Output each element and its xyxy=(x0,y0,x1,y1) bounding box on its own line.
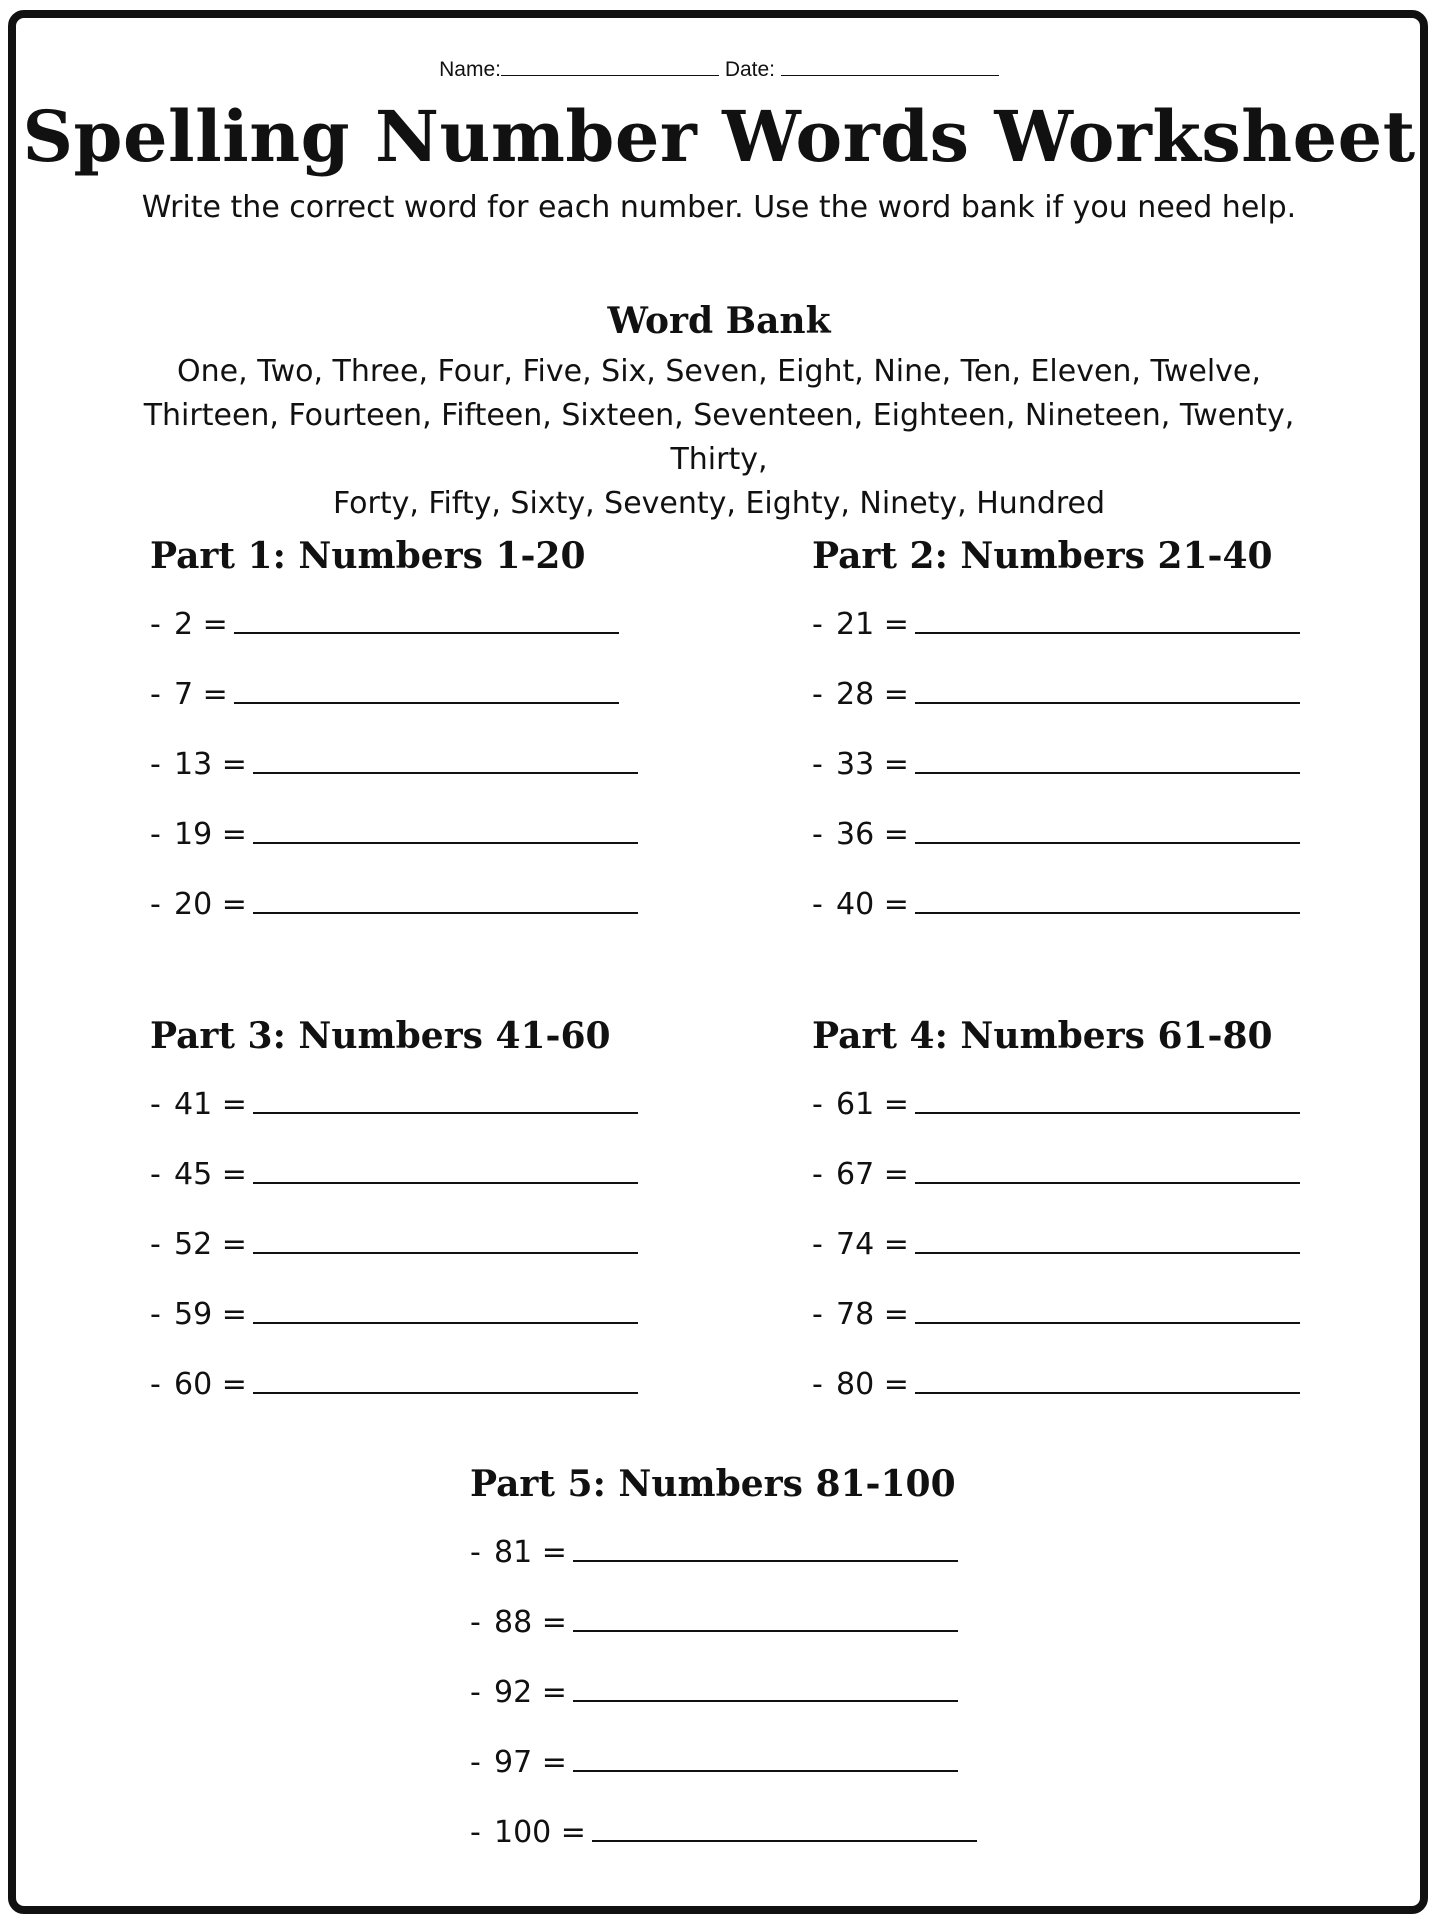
list-item xyxy=(150,1145,750,1215)
name-date-row xyxy=(0,58,1438,82)
item-number: 61 = xyxy=(836,1087,909,1122)
answer-line[interactable] xyxy=(915,1391,1300,1394)
item-dash: - xyxy=(150,1367,161,1402)
item-dash: - xyxy=(150,747,161,782)
word-bank-list xyxy=(100,350,1338,526)
item-number: 60 = xyxy=(174,1367,247,1402)
page-title: Spelling Number Words Worksheet xyxy=(22,95,1416,178)
item-number: 92 = xyxy=(494,1675,567,1710)
list-item xyxy=(150,1355,750,1425)
item-number: 13 = xyxy=(174,747,247,782)
item-dash: - xyxy=(150,1157,161,1192)
part-5-section xyxy=(470,1463,1070,1873)
part-3-section xyxy=(150,1015,750,1425)
list-item xyxy=(470,1593,1070,1663)
item-number: 21 = xyxy=(836,607,909,642)
item-dash: - xyxy=(150,607,161,642)
item-dash: - xyxy=(150,1087,161,1122)
name-line[interactable] xyxy=(501,74,719,76)
answer-line[interactable] xyxy=(915,1321,1300,1324)
word-bank-heading: Word Bank xyxy=(607,300,831,342)
item-dash: - xyxy=(150,1227,161,1262)
name-label: Name: xyxy=(439,58,501,81)
item-dash: - xyxy=(812,1157,823,1192)
list-item xyxy=(150,735,750,805)
list-item xyxy=(812,1355,1412,1425)
answer-line[interactable] xyxy=(253,771,638,774)
item-number: 7 = xyxy=(174,677,228,712)
word-bank-line: Thirteen, Fourteen, Fifteen, Sixteen, Seventeen, Eighteen, Nineteen, Twenty, Thirty, xyxy=(143,398,1295,477)
part-title: Part 5: Numbers 81-100 xyxy=(470,1463,956,1505)
list-item xyxy=(812,595,1412,665)
item-number: 97 = xyxy=(494,1745,567,1780)
answer-line[interactable] xyxy=(915,1111,1300,1114)
answer-line[interactable] xyxy=(253,1111,638,1114)
answer-line[interactable] xyxy=(573,1699,958,1702)
item-dash: - xyxy=(150,887,161,922)
item-number: 2 = xyxy=(174,607,228,642)
answer-line[interactable] xyxy=(592,1839,977,1842)
item-number: 67 = xyxy=(836,1157,909,1192)
answer-line[interactable] xyxy=(234,701,619,704)
item-number: 45 = xyxy=(174,1157,247,1192)
list-item xyxy=(150,665,750,735)
part-title: Part 4: Numbers 61-80 xyxy=(812,1015,1273,1057)
part-2-section xyxy=(812,535,1412,945)
item-dash: - xyxy=(812,1367,823,1402)
answer-line[interactable] xyxy=(253,1391,638,1394)
answer-line[interactable] xyxy=(573,1629,958,1632)
item-number: 52 = xyxy=(174,1227,247,1262)
item-dash: - xyxy=(812,817,823,852)
list-item xyxy=(150,875,750,945)
item-dash: - xyxy=(470,1605,481,1640)
item-dash: - xyxy=(812,747,823,782)
item-dash: - xyxy=(812,677,823,712)
list-item xyxy=(470,1523,1070,1593)
list-item xyxy=(470,1663,1070,1733)
item-number: 33 = xyxy=(836,747,909,782)
instructions: Write the correct word for each number. Use the word bank if you need help. xyxy=(141,190,1297,225)
part-title: Part 3: Numbers 41-60 xyxy=(150,1015,611,1057)
answer-line[interactable] xyxy=(915,911,1300,914)
answer-line[interactable] xyxy=(573,1559,958,1562)
list-item xyxy=(812,1215,1412,1285)
item-dash: - xyxy=(150,817,161,852)
item-dash: - xyxy=(470,1675,481,1710)
list-item xyxy=(812,1145,1412,1215)
list-item xyxy=(150,805,750,875)
part-title: Part 1: Numbers 1-20 xyxy=(150,535,586,577)
item-number: 100 = xyxy=(494,1815,586,1850)
answer-line[interactable] xyxy=(253,911,638,914)
list-item xyxy=(150,1075,750,1145)
list-item xyxy=(150,1285,750,1355)
item-number: 19 = xyxy=(174,817,247,852)
list-item xyxy=(812,1075,1412,1145)
item-number: 20 = xyxy=(174,887,247,922)
item-dash: - xyxy=(812,887,823,922)
answer-line[interactable] xyxy=(253,1251,638,1254)
answer-line[interactable] xyxy=(253,1181,638,1184)
answer-line[interactable] xyxy=(253,1321,638,1324)
list-item xyxy=(812,875,1412,945)
item-dash: - xyxy=(470,1535,481,1570)
list-item xyxy=(470,1733,1070,1803)
item-dash: - xyxy=(150,1297,161,1332)
list-item xyxy=(150,1215,750,1285)
item-number: 88 = xyxy=(494,1605,567,1640)
list-item xyxy=(150,595,750,665)
answer-line[interactable] xyxy=(915,1181,1300,1184)
part-4-section xyxy=(812,1015,1412,1425)
item-dash: - xyxy=(812,607,823,642)
answer-line[interactable] xyxy=(915,701,1300,704)
date-label: Date: xyxy=(724,58,776,81)
list-item xyxy=(812,665,1412,735)
list-item xyxy=(812,805,1412,875)
word-bank-line: Forty, Fifty, Sixty, Seventy, Eighty, Ninety, Hundred xyxy=(332,486,1106,521)
item-number: 41 = xyxy=(174,1087,247,1122)
word-bank-line: One, Two, Three, Four, Five, Six, Seven, Eight, Nine, Ten, Eleven, Twelve, xyxy=(177,354,1261,389)
item-number: 78 = xyxy=(836,1297,909,1332)
item-number: 59 = xyxy=(174,1297,247,1332)
part-title: Part 2: Numbers 21-40 xyxy=(812,535,1273,577)
answer-line[interactable] xyxy=(915,771,1300,774)
answer-line[interactable] xyxy=(915,1251,1300,1254)
item-number: 81 = xyxy=(494,1535,567,1570)
list-item xyxy=(812,1285,1412,1355)
item-dash: - xyxy=(812,1087,823,1122)
item-number: 40 = xyxy=(836,887,909,922)
item-dash: - xyxy=(812,1227,823,1262)
list-item xyxy=(812,735,1412,805)
item-number: 36 = xyxy=(836,817,909,852)
item-dash: - xyxy=(150,677,161,712)
part-1-section xyxy=(150,535,750,945)
answer-line[interactable] xyxy=(915,841,1300,844)
item-dash: - xyxy=(470,1815,481,1850)
item-dash: - xyxy=(812,1297,823,1332)
answer-line[interactable] xyxy=(234,631,619,634)
date-line[interactable] xyxy=(781,74,999,76)
item-dash: - xyxy=(470,1745,481,1780)
answer-line[interactable] xyxy=(573,1769,958,1772)
answer-line[interactable] xyxy=(915,631,1300,634)
list-item xyxy=(470,1803,1070,1873)
item-number: 74 = xyxy=(836,1227,909,1262)
answer-line[interactable] xyxy=(253,841,638,844)
item-number: 80 = xyxy=(836,1367,909,1402)
item-number: 28 = xyxy=(836,677,909,712)
